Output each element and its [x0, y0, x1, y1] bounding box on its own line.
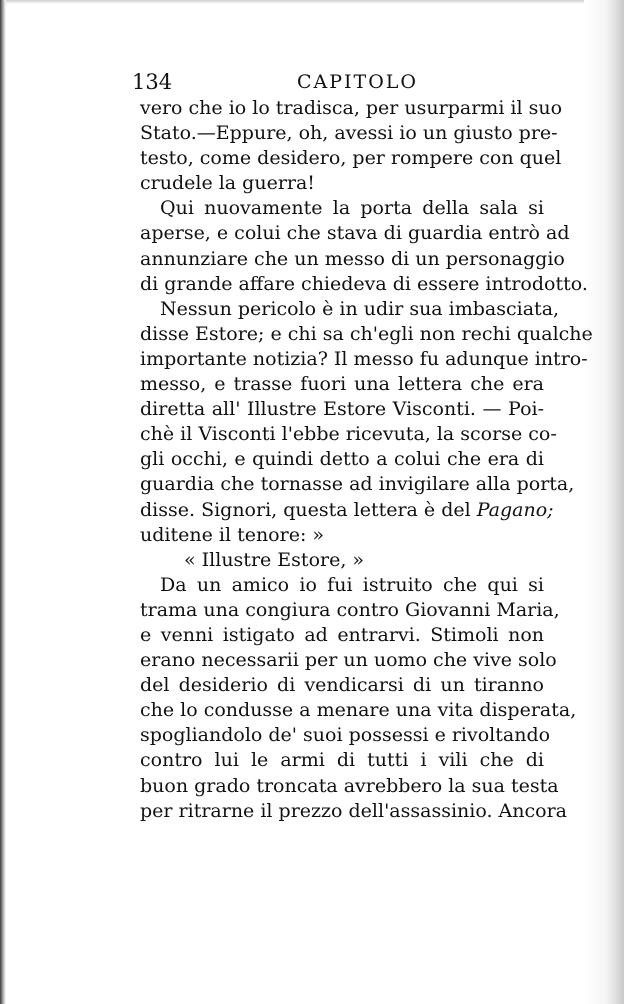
text-line-content: messo, e trasse fuori una lettera che era [140, 373, 544, 396]
text-line [140, 171, 544, 196]
text-line [140, 723, 551, 748]
text-line [140, 698, 577, 723]
text-line-content: guardia che tornasse ad invigilare alla porta, [140, 473, 575, 496]
text-line [140, 397, 544, 422]
text-line [140, 523, 544, 548]
text-line [140, 422, 557, 447]
text-line-content: trama una congiura contro Giovanni Maria, [140, 598, 560, 621]
text-line-content: disse Estore; e chi sa ch'egli non rechi qualche [140, 322, 593, 345]
text-line-content: annunziare che un messo di un personaggio [140, 247, 565, 270]
text-line-content: che lo condusse a menare una vita disperata, [140, 699, 577, 722]
page-left-edge [0, 0, 6, 1004]
text-line-content: Nessun pericolo è in udir sua imbasciata, [160, 297, 560, 320]
text-line-content: importante notizia? Il messo fu adunque intro- [140, 347, 588, 370]
text-line-content: Stato.—Eppure, oh, avessi io un giusto pre- [140, 122, 558, 145]
text-line-content: testo, come desidero, per rompere con quel [140, 147, 562, 170]
text-line [140, 322, 593, 347]
text-line-content: chè il Visconti l'ebbe ricevuta, la scorse co- [140, 423, 557, 446]
text-line [140, 121, 558, 146]
page-top-edge [0, 0, 624, 4]
text-line [140, 598, 560, 623]
text-line-content: del desiderio di vendicarsi di un tiranno [140, 674, 544, 697]
text-line-content: spogliandolo de' suoi possessi e rivoltando [140, 724, 551, 747]
page-number: 134 [132, 70, 173, 94]
text-line [140, 799, 567, 824]
text-line [140, 347, 588, 372]
text-line-content: uditene il tenore: » [140, 523, 325, 546]
text-line-content: per ritrarne il prezzo dell'assassinio. Ancora [140, 799, 567, 822]
text-line-content: e venni istigato ad entrarvi. Stimoli non [140, 623, 544, 646]
text-line [140, 472, 575, 497]
text-line-content: disse. Signori, questa lettera è del [140, 498, 477, 521]
text-line-content: « Illustre Estore, » [184, 548, 365, 571]
text-line-content: aperse, e colui che stava di guardia entrò ad [140, 222, 570, 245]
text-line [140, 748, 544, 773]
text-line [140, 146, 562, 171]
body-text [140, 96, 593, 824]
text-line [140, 623, 544, 648]
text-line [140, 673, 544, 698]
text-line-content: Qui nuovamente la porta della sala si [160, 197, 544, 220]
text-line [140, 372, 544, 397]
italic-name: Pagano; [476, 498, 554, 521]
text-line [140, 272, 588, 297]
text-line [140, 247, 565, 272]
text-line-content: di grande affare chiedeva di essere introdotto. [140, 272, 588, 295]
text-line [140, 648, 557, 673]
text-line [140, 498, 554, 523]
text-line [140, 774, 559, 799]
text-line [140, 573, 544, 598]
text-line-content: erano necessarii per un uomo che vive solo [140, 649, 557, 672]
text-line [140, 96, 563, 121]
text-line-content: crudele la guerra! [140, 172, 315, 195]
text-line [140, 548, 544, 573]
text-line-content: diretta all' Illustre Estore Visconti. — Poi- [140, 398, 544, 421]
text-line-content: buon grado troncata avrebbero la sua testa [140, 774, 559, 797]
running-title: CAPITOLO [297, 71, 418, 93]
text-line [140, 297, 560, 322]
text-line-content: Da un amico io fui istruito che qui si [160, 573, 544, 596]
page-right-edge-shadow [584, 0, 624, 1004]
text-line-content: gli occhi, e quindi detto a colui che era di [140, 448, 544, 471]
text-line [140, 447, 544, 472]
text-line [140, 221, 570, 246]
text-line-content: contro lui le armi di tutti i vili che di [140, 749, 544, 772]
text-line-content: vero che io lo tradisca, per usurparmi il suo [140, 97, 563, 119]
running-header [132, 68, 544, 96]
text-line [140, 196, 544, 221]
